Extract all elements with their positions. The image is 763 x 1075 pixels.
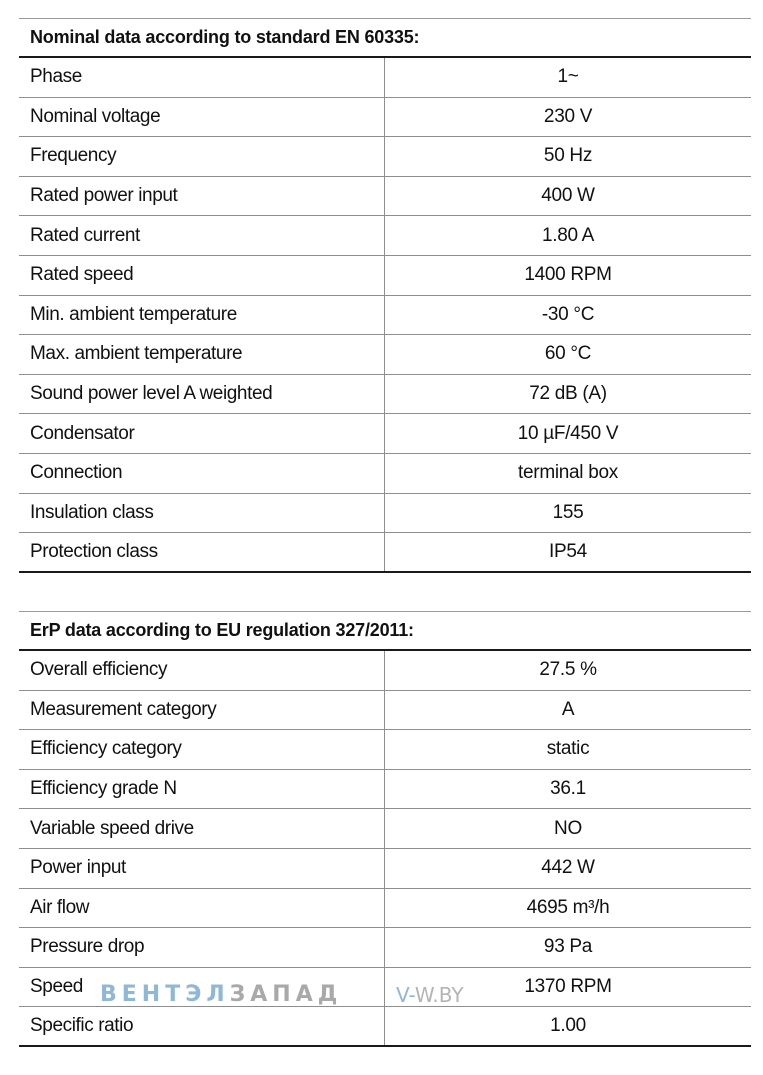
table-row — [19, 849, 751, 889]
row-label: Condensator — [19, 414, 385, 453]
table-row — [19, 98, 751, 138]
table-row — [19, 414, 751, 454]
table-row — [19, 58, 751, 98]
row-value: 4695 m³/h — [526, 896, 610, 918]
row-label: Protection class — [19, 533, 385, 571]
row-value: 230 V — [543, 105, 593, 127]
table-row — [19, 454, 751, 494]
row-value: 400 W — [541, 185, 595, 207]
row-label: Rated speed — [19, 256, 385, 295]
table-row — [19, 730, 751, 770]
table-row — [19, 494, 751, 534]
row-value: 1.00 — [550, 1015, 586, 1037]
row-value: NO — [554, 817, 582, 839]
row-value: A — [561, 698, 575, 720]
watermark-site-prefix: V- — [396, 983, 415, 1007]
table-row — [19, 770, 751, 810]
row-label: Air flow — [19, 889, 385, 928]
nominal-section-title: Nominal data according to standard EN 60335: — [19, 18, 751, 58]
row-label: Sound power level A weighted — [19, 375, 385, 414]
table-row — [19, 809, 751, 849]
row-label: Measurement category — [19, 691, 385, 730]
table-row — [19, 216, 751, 256]
row-label: Specific ratio — [19, 1007, 385, 1045]
nominal-data-table — [19, 18, 751, 573]
erp-data-table — [19, 611, 751, 1047]
table-row — [19, 651, 751, 691]
table-row — [19, 968, 751, 1008]
row-label: Power input — [19, 849, 385, 888]
table-row — [19, 1007, 751, 1047]
row-value: static — [546, 738, 590, 760]
row-label: Variable speed drive — [19, 809, 385, 848]
row-label: Phase — [19, 58, 385, 97]
row-label: Pressure drop — [19, 928, 385, 967]
table-row — [19, 335, 751, 375]
row-value: -30 °C — [541, 303, 595, 325]
table-row — [19, 889, 751, 929]
row-value: 442 W — [541, 857, 595, 879]
row-label: Rated current — [19, 216, 385, 255]
row-label: Max. ambient temperature — [19, 335, 385, 374]
erp-rows — [19, 651, 751, 1047]
row-value: IP54 — [549, 540, 587, 562]
row-value: 93 Pa — [543, 936, 593, 958]
row-value: 1~ — [557, 66, 579, 88]
row-label: Nominal voltage — [19, 98, 385, 137]
erp-section-title: ErP data according to EU regulation 327/2011: — [19, 611, 751, 651]
row-value: terminal box — [518, 462, 618, 484]
table-row — [19, 533, 751, 573]
table-row — [19, 137, 751, 177]
table-row — [19, 691, 751, 731]
row-value: 27.5 % — [539, 659, 597, 681]
row-label: Efficiency grade N — [19, 770, 385, 809]
row-value: 36.1 — [550, 778, 586, 800]
row-label: Efficiency category — [19, 730, 385, 769]
nominal-rows — [19, 58, 751, 573]
table-row — [19, 256, 751, 296]
row-label: Overall efficiency — [19, 651, 385, 690]
row-label: Frequency — [19, 137, 385, 176]
row-label: Speed — [19, 968, 385, 1007]
watermark-logo-part1: ВЕНТЭЛ — [100, 982, 230, 1007]
row-value: 1400 RPM — [524, 264, 612, 286]
watermark-site-rest: W.BY — [414, 983, 464, 1007]
row-value: 10 µF/450 V — [517, 422, 619, 444]
row-label: Connection — [19, 454, 385, 493]
table-row — [19, 296, 751, 336]
row-value: 50 Hz — [543, 145, 593, 167]
watermark-logo-part2: ЗАПАД — [229, 982, 343, 1007]
row-value: 1370 RPM — [524, 976, 612, 998]
row-value: 1.80 A — [541, 224, 595, 246]
row-value: 72 dB (A) — [529, 383, 607, 405]
table-row — [19, 177, 751, 217]
row-value: 60 °C — [544, 343, 592, 365]
table-row — [19, 928, 751, 968]
row-value: 155 — [552, 501, 584, 523]
table-row — [19, 375, 751, 415]
row-label: Rated power input — [19, 177, 385, 216]
row-label: Min. ambient temperature — [19, 296, 385, 335]
row-label: Insulation class — [19, 494, 385, 533]
